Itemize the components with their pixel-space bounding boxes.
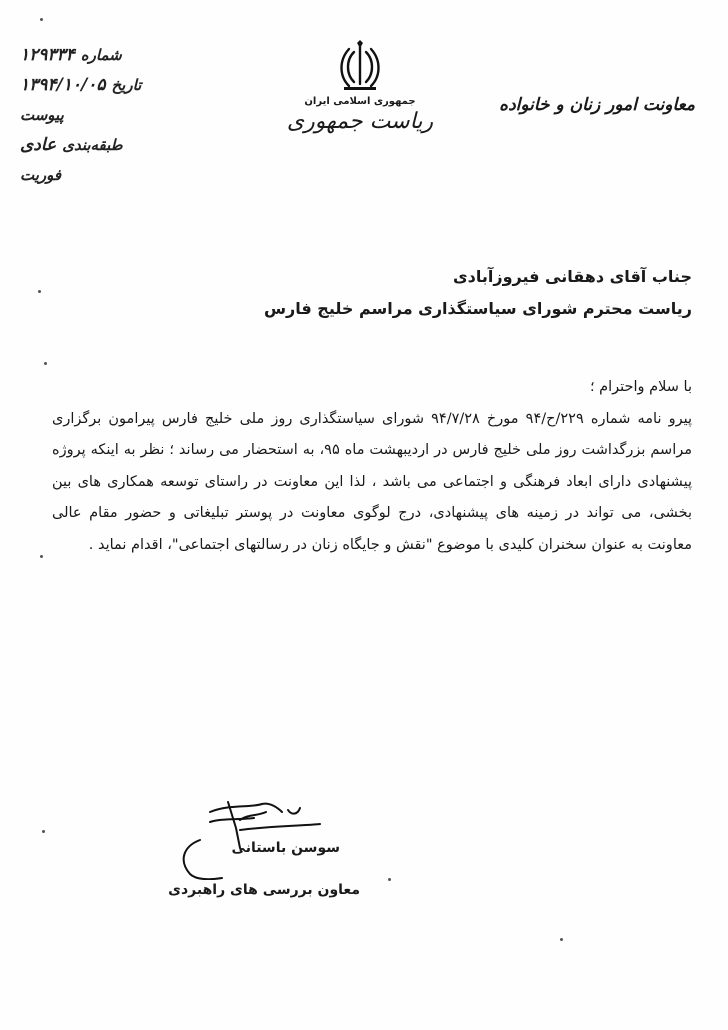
state-name: جمهوری اسلامی ایران [304,96,416,107]
letter-date-label: تاریخ [111,76,142,94]
handwritten-signature-icon [170,790,330,880]
iran-emblem-icon [340,40,380,92]
scan-speck [388,878,391,881]
recipient-name: جناب آقای دهقانی فیروزآبادی [452,267,692,286]
recipient-title: ریاست محترم شورای سیاستگذاری مراسم خلیج فارس [263,299,692,318]
signer-title: معاون بررسی های راهبردی [168,882,360,898]
attachment-label: پیوست [20,106,64,124]
scan-speck [38,290,41,293]
letter-date-value: ۱۳۹۴/۱۰/۰۵ [20,75,106,95]
office-name: ریاست جمهوری [286,109,434,134]
letterhead-emblem-block [285,40,435,134]
urgency-row [20,160,190,190]
letter-body [52,372,692,561]
letter-number-label: شماره [80,46,122,64]
classification-label: طبقه‌بندی [62,136,123,154]
department-name: معاونت امور زنان و خانواده [499,95,695,115]
letter-date-row [20,70,190,100]
scan-speck [44,362,47,365]
letter-number-row [20,40,190,70]
scan-speck [40,555,43,558]
urgency-label: فوریت [20,166,62,184]
scan-speck [560,938,563,941]
letter-meta [20,40,190,190]
body-paragraph: پیرو نامه شماره ۲۲۹/ح/۹۴ مورخ ۹۴/۷/۲۸ شورای سیاستگذاری روز ملی خلیج فارس پیرامون برگزاری مراسم بزرگداشت روز ملی خلیج فارس در اردیبهشت ماه ۹۵، به استحضار می رساند ؛ نظر به اینکه پروژه پیشنهادی دارای ابعاد فرهنگی و اجتماعی می باشد ، لذا این معاونت در راستای توسعه همکاری های بین بخشی، می تواند در زمینه های پیشنهادی، درج لوگوی معاونت در پوستر تبلیغاتی و حضور مقام عالی معاونت به عنوان سخنران کلیدی با موضوع "نقش و جایگاه زنان در رسالتهای اجتماعی"، اقدام نماید . [52,410,693,553]
attachment-row [20,100,190,130]
classification-row [20,130,190,160]
greeting: با سلام واحترام ؛ [589,379,692,395]
recipient-block [252,262,692,326]
scan-speck [40,18,43,21]
letter-number-value: ۱۲۹۳۳۴ [20,45,75,65]
signer-name: سوسن باستانی [231,840,340,856]
scan-speck [42,830,45,833]
classification-value: عادی [20,135,57,155]
